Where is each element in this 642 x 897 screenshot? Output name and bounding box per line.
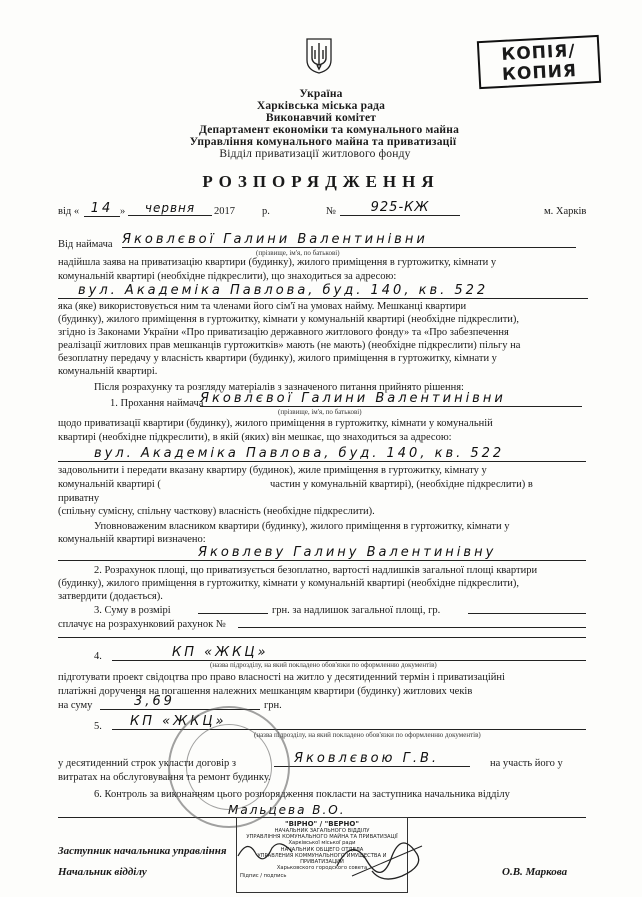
p5-department: КП «ЖКЦ» xyxy=(112,714,586,730)
applicant-line8: комунальній квартирі. xyxy=(58,366,158,377)
p1-label: 1. Прохання наймача xyxy=(110,398,204,409)
p4-line1: підготувати проект свідоцтва про право власності на житло у десятиденний термін і приватизаційні xyxy=(58,672,505,683)
applicant-line7: безоплатну передачу у власність квартири (будинку), жилого приміщення в гуртожитку, кімнати у xyxy=(58,353,497,364)
p4-line3a: на суму xyxy=(58,700,93,711)
p4-line2: платіжні доручення на погашення належних мешканцям квартири (будинку) житлових чеків xyxy=(58,686,473,697)
p4-line3b: грн. xyxy=(264,700,282,711)
header-department: Департамент економіки та комунального майна xyxy=(198,124,460,136)
p1-line3: задовольнити і передати вказану квартиру (будинок), жиле приміщення в гуртожитку, кімнату у xyxy=(58,465,487,476)
p3-extra-blank xyxy=(58,628,586,638)
copy-stamp-line2: КОПИЯ xyxy=(501,61,578,85)
stamp-line6: Харьковского городского совета xyxy=(276,865,368,872)
order-number: 925-КЖ xyxy=(340,200,460,216)
p4-label: 4. xyxy=(94,651,102,662)
applicant-name: Яковлєвої Галини Валентинівни xyxy=(122,232,576,248)
p6-line: 6. Контроль за виконанням цього розпорядження покласти на заступника начальника відділу xyxy=(94,789,510,800)
header-administration: Управління комунального майна та приватизації xyxy=(189,136,457,148)
applicant-line6: реалізації житлових прав мешканців гуртожитків» мають (не мають) (необхідне підкреслити) пільгу на xyxy=(58,340,521,351)
p4-sum: 3,69 xyxy=(100,694,260,710)
p1-line6: (спільну сумісну, спільну часткову) власність (необхідне підкреслити). xyxy=(58,506,375,517)
applicant-line1: надійшла заява на приватизацію квартири (будинку), жилого приміщення в гуртожитку, кімнати у xyxy=(58,257,497,268)
stamp-line3: Харківської міської ради xyxy=(288,840,356,847)
header-committee: Виконавчий комітет xyxy=(265,112,377,124)
chief-name: О.В. Маркова xyxy=(502,866,568,878)
p1-name: Яковлєвої Галини Валентинівни xyxy=(200,391,582,407)
date-mid: » xyxy=(120,206,126,217)
p3-person-blank xyxy=(468,602,586,614)
stamp-line2: УПРАВЛІННЯ КОМУНАЛЬНОГО МАЙНА ТА ПРИВАТИЗАЦІЇ xyxy=(246,834,398,841)
p1-line5: приватну xyxy=(58,493,100,504)
copy-stamp-line1: КОПІЯ/ xyxy=(500,41,577,65)
p6-person: Мальцева В.О. xyxy=(58,803,586,818)
stamp-line4: НАЧАЛЬНИК ОБЩЕГО ОТДЕЛА xyxy=(280,846,364,853)
p4-department: КП «ЖКЦ» xyxy=(112,645,586,661)
p1-line4b: частин у комунальній квартирі), (необхідне підкреслити) в xyxy=(270,479,533,490)
p1-line8: комунальній квартирі визначено: xyxy=(58,534,206,545)
date-month: червня xyxy=(128,201,212,216)
signature-initials xyxy=(236,836,296,866)
p5-label: 5. xyxy=(94,721,102,732)
applicant-line4: (будинку), жилого приміщення в гуртожитку, кімнати у комунальній квартирі (необхідне підкреслити), xyxy=(58,314,520,325)
p3-account-blank xyxy=(238,616,586,628)
header-council: Харківська міська рада xyxy=(256,100,386,112)
applicant-line5: згідно із Законами України «Про приватизацію державного житлового фонду» та «Про забезпечення xyxy=(58,327,509,338)
date-day: 14 xyxy=(84,201,120,217)
copy-stamp xyxy=(477,35,601,89)
order-city: м. Харків xyxy=(544,206,587,217)
p2-line3: затвердити (додається). xyxy=(58,591,163,602)
stamp-line1: НАЧАЛЬНИК ЗАГАЛЬНОГО ВІДДІЛУ xyxy=(274,828,370,834)
p5-line2: витратах на обслуговування та ремонт будинку. xyxy=(58,772,271,783)
stamp-line5: УПРАВЛЕНИЯ КОММУНАЛЬНОГО ИМУЩЕСТВА И ПРИВАТИЗАЦИИ xyxy=(257,852,387,866)
stamp-verno: "ВІРНО" / "ВЕРНО" xyxy=(285,820,359,828)
p2-line2: (будинку), жилого приміщення в гуртожитку, кімнати у комунальній квартирі (необхідне підкреслити), xyxy=(58,578,520,589)
trident-emblem-icon xyxy=(306,38,332,74)
p1-line1: щодо приватизації квартири (будинку), жилого приміщення в гуртожитку, кімнати у комунальній xyxy=(58,418,493,429)
round-seal xyxy=(168,706,290,828)
p3-sum-blank xyxy=(198,602,268,614)
p1-owner: Яковлеву Галину Валентинівну xyxy=(58,545,586,561)
number-prefix: № xyxy=(326,206,337,217)
order-title: РОЗПОРЯДЖЕННЯ xyxy=(202,172,440,191)
header-country: Україна xyxy=(299,88,343,100)
applicant-name-hint: (прізвище, ім'я, по батькові) xyxy=(256,249,340,257)
decision-intro: Після розрахунку та розгляду матеріалів з зазначеного питання прийнято рішення: xyxy=(94,382,464,393)
header-division: Відділ приватизації житлового фонду xyxy=(219,148,411,160)
chief-label: Начальник відділу xyxy=(58,866,147,878)
p4-hint: (назва підрозділу, на який покладено обов'язки по оформленню документів) xyxy=(210,661,437,669)
p5-person: Яковлєвою Г.В. xyxy=(274,751,470,767)
p3-line2: сплачує на розрахунковий рахунок № xyxy=(58,619,226,630)
deputy-label: Заступник начальника управління xyxy=(58,845,227,857)
p2-line1: 2. Розрахунок площі, що приватизується безоплатно, вартості надлишків загальної площі квартири xyxy=(94,565,538,576)
p5-hint: (назва підрозділу, на який покладено обов'язки по оформленню документів) xyxy=(254,731,481,739)
applicant-line3: яка (яке) використовується ним та членами його сім'ї на умовах найму. Мешканці квартири xyxy=(58,301,467,312)
stamp-sign-label: Підпис / подпись xyxy=(240,873,287,880)
p1-line2: квартирі (необхідне підкреслити), в якій (яких) він мешкає, що знаходиться за адресою: xyxy=(58,432,452,443)
signature-scribble xyxy=(332,826,432,886)
applicant-line2: комунальній квартирі (необхідне підкреслити), що знаходиться за адресою: xyxy=(58,271,397,282)
date-year: 2017 xyxy=(214,206,235,217)
p3-line1b: грн. за надлишок загальної площі, гр. xyxy=(272,605,441,616)
p5-line1b: на участь його у xyxy=(490,758,563,769)
p5-line1a: у десятиденний строк укласти договір з xyxy=(58,758,237,769)
p3-line1a: 3. Суму в розмірі xyxy=(94,605,171,616)
p1-line4: комунальній квартирі ( xyxy=(58,479,161,490)
applicant-address: вул. Академіка Павлова, буд. 140, кв. 522 xyxy=(58,283,588,299)
p1-name-hint: (прізвище, ім'я, по батькові) xyxy=(278,408,362,416)
date-suffix: р. xyxy=(262,206,270,217)
p1-line7: Уповноваженим власником квартири (будинку), жилого приміщення в гуртожитку, кімнати у xyxy=(94,521,510,532)
date-prefix: від « xyxy=(58,206,80,217)
from-label: Від наймача xyxy=(58,239,113,250)
p1-address: вул. Академіка Павлова, буд. 140, кв. 522 xyxy=(58,446,586,462)
